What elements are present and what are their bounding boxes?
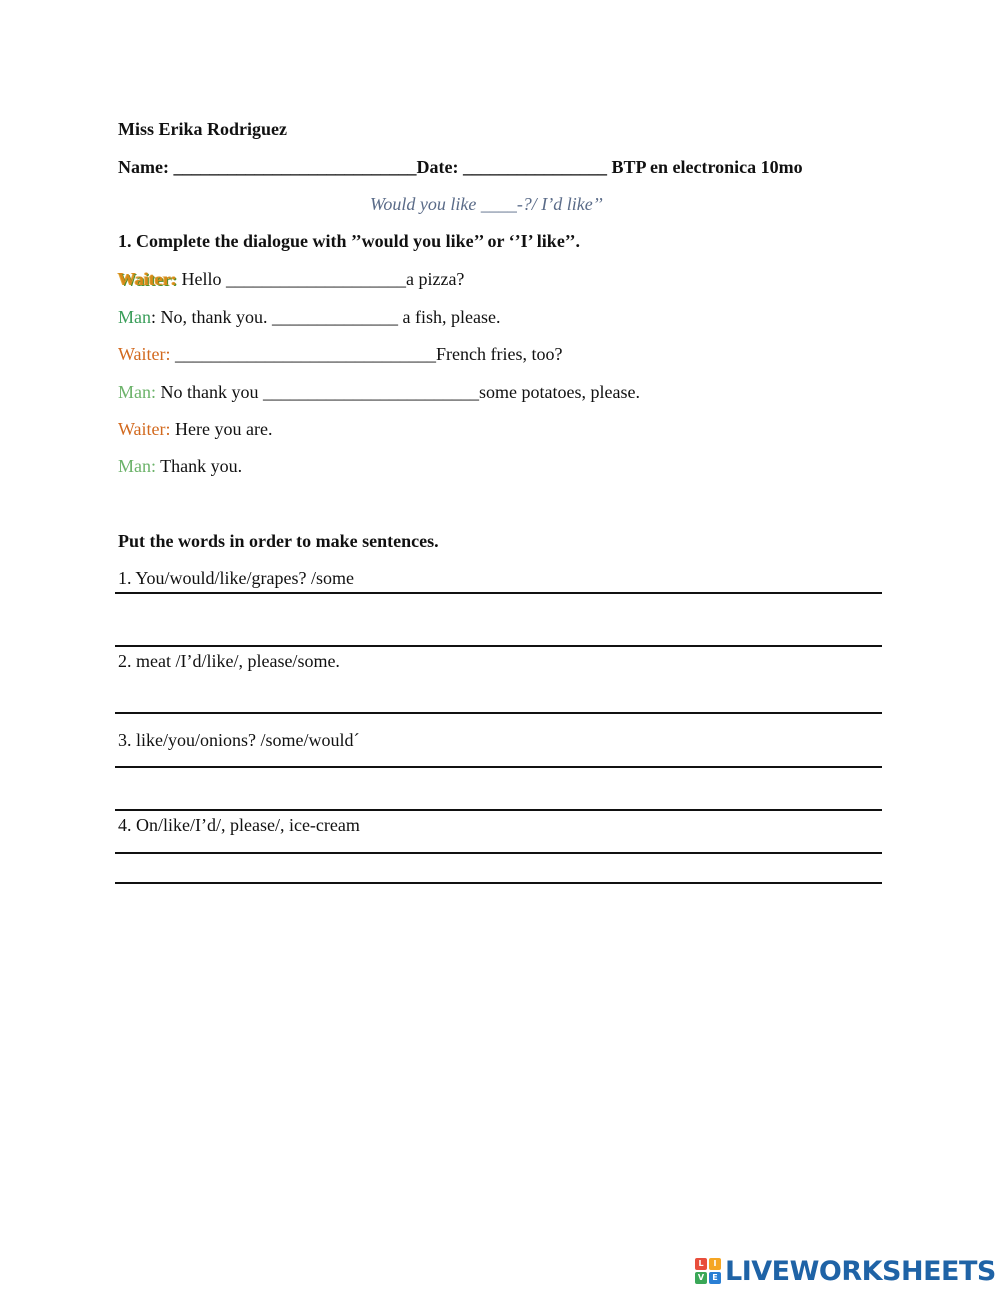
answer-line[interactable] [115, 882, 882, 884]
dialogue-line [118, 344, 563, 365]
name-blank[interactable]: ___________________________ [173, 157, 417, 177]
dialogue-text[interactable]: : No, thank you. ______________ a fish, please. [151, 307, 501, 327]
speaker-label: Waiter: [118, 419, 171, 439]
date-blank[interactable]: ________________ [462, 157, 607, 177]
speaker-label: Man: [118, 456, 156, 476]
dialogue-text: Thank you. [156, 456, 243, 476]
course-label: BTP en electronica 10mo [611, 157, 803, 177]
answer-line[interactable] [115, 852, 882, 854]
logo-mark-icon [695, 1258, 721, 1284]
liveworksheets-logo [695, 1254, 996, 1288]
name-date-line [118, 157, 803, 178]
logo-mark-letter: I [709, 1258, 721, 1270]
logo-mark-letter: V [695, 1272, 707, 1284]
dialogue-text[interactable]: Hello ____________________a pizza? [176, 269, 465, 289]
sentence-prompt: 1. You/would/like/grapes? /some [118, 568, 354, 588]
answer-line[interactable] [115, 809, 882, 811]
dialogue-line [118, 419, 272, 440]
dialogue-text: Here you are. [170, 419, 273, 439]
section2-title: Put the words in order to make sentences. [118, 531, 439, 551]
answer-line[interactable] [115, 645, 882, 647]
dialogue-text[interactable]: _____________________________French fries, too? [170, 344, 563, 364]
sentence-prompt: 2. meat /I’d/like/, please/some. [118, 651, 340, 671]
teacher-name: Miss Erika Rodriguez [118, 119, 287, 139]
dialogue-line [118, 382, 640, 403]
speaker-label: Man: [118, 382, 156, 402]
name-label: Name: [118, 157, 169, 177]
logo-mark-letter: E [709, 1272, 721, 1284]
speaker-label: Waiter: [118, 269, 177, 289]
dialogue-text[interactable]: No thank you ________________________some potatoes, please. [156, 382, 640, 402]
speaker-label: Waiter: [118, 344, 171, 364]
logo-mark-letter: L [695, 1258, 707, 1270]
answer-line[interactable] [115, 712, 882, 714]
date-label: Date: [416, 157, 459, 177]
sentence-prompt: 3. like/you/onions? /some/would´ [118, 730, 360, 750]
section1-title: 1. Complete the dialogue with ’’would you like’’ or ‘’I’ like’’. [118, 231, 580, 251]
sentence-prompt: 4. On/like/I’d/, please/, ice-cream [118, 815, 360, 835]
speaker-label: Man [118, 307, 151, 327]
answer-line[interactable] [115, 592, 882, 594]
dialogue-line [118, 456, 242, 477]
dialogue-line [118, 307, 500, 328]
page-subtitle: Would you like ____-?/ I’d like’’ [370, 194, 603, 214]
dialogue-line [118, 269, 464, 290]
answer-line[interactable] [115, 766, 882, 768]
logo-text: LIVEWORKSHEETS [725, 1255, 996, 1287]
